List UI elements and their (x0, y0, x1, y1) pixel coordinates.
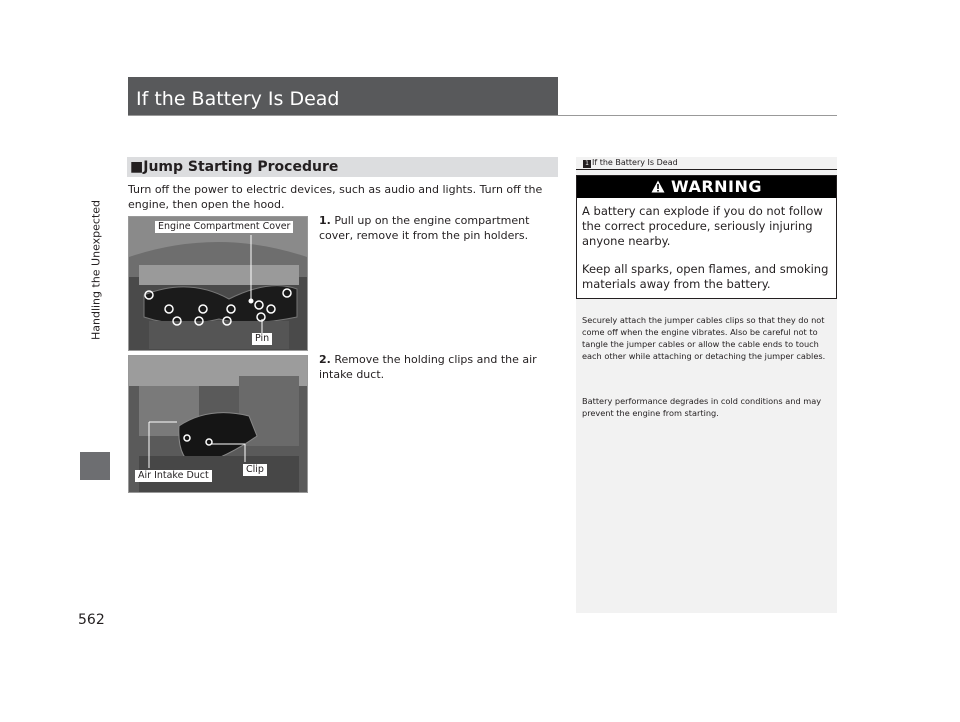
engine-cover-illustration (129, 217, 307, 350)
reference-title: If the Battery Is Dead (592, 158, 678, 167)
section-heading (130, 159, 338, 175)
warning-text-2: Keep all sparks, open flames, and smoking materials away from the battery. (582, 262, 829, 291)
warning-triangle-icon (651, 180, 665, 193)
warning-title: WARNING (671, 177, 763, 196)
warning-text-1: A battery can explode if you do not follow the correct procedure, seriously injuring anyone nearby. (582, 204, 823, 248)
warning-header (577, 176, 836, 198)
section-title: Jump Starting Procedure (143, 159, 339, 175)
step-2 (319, 352, 559, 382)
note-paragraph-2: Battery performance degrades in cold conditions and may prevent the engine from starting. (582, 396, 822, 418)
reference-divider (576, 169, 837, 170)
step-1 (319, 213, 559, 243)
note-paragraph-1: Securely attach the jumper cables clips so that they do not come off when the engine vibrates. Also be careful not to tangle the jumper cables or allow the cable ends to touch each other while attaching or detaching the jumper cables. (582, 315, 826, 361)
side-section-label (85, 95, 107, 445)
page-title: If the Battery Is Dead (136, 88, 340, 110)
step-1-number: 1. (319, 214, 331, 227)
step-2-number: 2. (319, 353, 331, 366)
label-pin: Pin (252, 333, 272, 345)
label-engine-compartment-cover: Engine Compartment Cover (155, 221, 293, 233)
engine-cover-photo (128, 216, 308, 351)
reference-heading (583, 158, 678, 168)
section-marker: ■ (130, 159, 144, 175)
reference-marker: 1 (583, 160, 591, 168)
label-clip: Clip (243, 464, 267, 476)
step-2-text: Remove the holding clips and the air intake duct. (319, 353, 537, 381)
title-divider (128, 115, 837, 116)
label-air-intake-duct: Air Intake Duct (135, 470, 212, 482)
side-section-text: Handling the Unexpected (89, 199, 103, 341)
step-1-text: Pull up on the engine compartment cover, remove it from the pin holders. (319, 214, 530, 242)
side-section-tab (80, 452, 110, 480)
page-number: 562 (78, 612, 105, 628)
intro-paragraph: Turn off the power to electric devices, such as audio and lights. Turn off the engine, then open the hood. (128, 183, 543, 211)
